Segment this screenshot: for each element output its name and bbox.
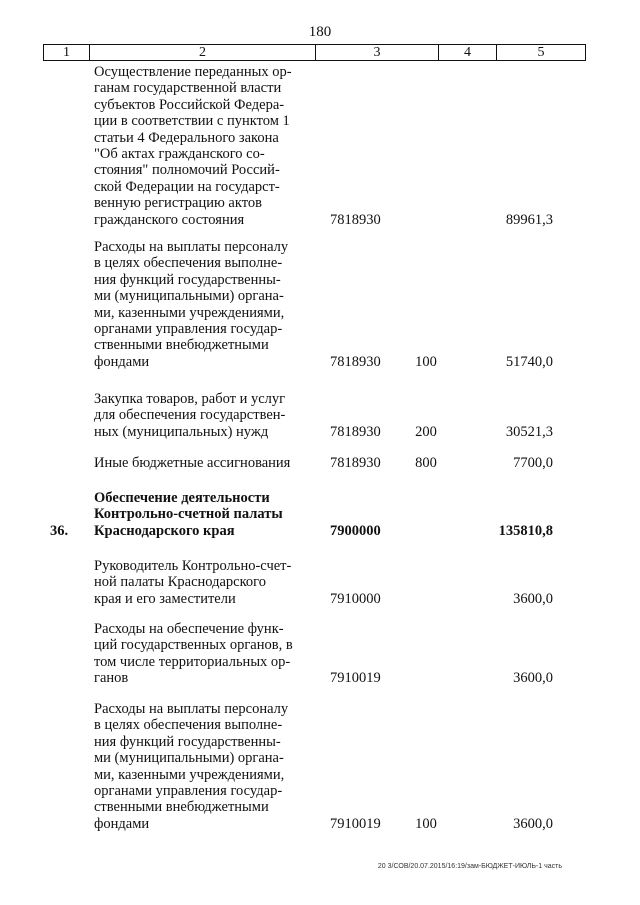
table-header-row: [43, 44, 586, 61]
description-line: Расходы на выплаты персоналу: [94, 239, 289, 255]
row-number: 36.: [50, 522, 69, 539]
description-line: края и его заместители: [94, 590, 236, 607]
description-line: в целях обеспечения выполне-: [94, 255, 283, 272]
page-number: 180: [308, 24, 332, 40]
description-line: ственными внебюджетными: [94, 799, 269, 816]
description-line: ганов: [94, 670, 129, 687]
header-col-2: 2: [89, 45, 315, 60]
description-line: ния функций государственны-: [94, 271, 281, 288]
description-line: ственными внебюджетными: [94, 337, 269, 354]
row-description: [94, 64, 304, 228]
description-line: ния функций государственны-: [94, 733, 281, 750]
table-row: [0, 490, 640, 539]
row-amount: 89961,3: [505, 211, 553, 228]
row-amount: 51740,0: [505, 353, 553, 370]
row-code: 7818930: [330, 455, 381, 471]
description-line: органами управления государ-: [94, 783, 283, 800]
table-row: [0, 455, 640, 471]
description-line: том числе территориальных ор-: [94, 653, 291, 670]
row-code: 7910000: [330, 590, 381, 607]
description-line: Расходы на выплаты персоналу: [94, 701, 289, 717]
row-amount: 135810,8: [498, 522, 553, 539]
description-line: ций государственных органов, в: [94, 637, 293, 654]
header-col-4: 4: [438, 45, 496, 60]
row-code: 7818930: [330, 353, 381, 370]
description-line: ми, казенными учреждениями,: [94, 304, 285, 321]
table-row: [0, 391, 640, 440]
row-code: 7910019: [330, 815, 381, 832]
row-amount: 7700,0: [513, 455, 553, 471]
row-expense-type: 100: [415, 815, 437, 832]
row-description: [94, 455, 304, 471]
row-code: 7818930: [330, 211, 381, 228]
header-col-1: 1: [63, 45, 70, 60]
row-code: 7900000: [330, 522, 381, 539]
description-line: гражданского состояния: [94, 211, 245, 228]
description-line: Закупка товаров, работ и услуг: [94, 391, 286, 407]
description-line: субъектов Российской Федера-: [94, 96, 285, 113]
description-line: ганам государственной власти: [94, 80, 282, 97]
header-col-3: 3: [315, 45, 438, 60]
row-description: [94, 621, 304, 687]
row-description: [94, 490, 304, 539]
description-line: Иные бюджетные ассигнования: [94, 455, 291, 471]
row-expense-type: 800: [415, 455, 437, 471]
description-line: Краснодарского края: [94, 522, 235, 539]
row-expense-type: 200: [415, 423, 437, 440]
row-amount: 3600,0: [513, 670, 553, 687]
row-description: [94, 558, 304, 607]
description-line: ной палаты Краснодарского: [94, 574, 266, 591]
row-amount: 3600,0: [513, 590, 553, 607]
header-col-5: 5: [496, 45, 585, 60]
description-line: стояния" полномочий Россий-: [94, 162, 280, 179]
description-line: статьи 4 Федерального закона: [94, 129, 279, 146]
description-line: в целях обеспечения выполне-: [94, 717, 283, 734]
description-line: фондами: [94, 815, 150, 832]
table-row: [0, 701, 640, 832]
description-line: Расходы на обеспечение функ-: [94, 621, 284, 637]
row-code: 7818930: [330, 423, 381, 440]
row-description: [94, 701, 304, 832]
table-row: [0, 239, 640, 370]
table-row: [0, 621, 640, 687]
description-line: ми, казенными учреждениями,: [94, 766, 285, 783]
description-line: для обеспечения государствен-: [94, 407, 286, 424]
description-line: ми (муниципальными) органа-: [94, 750, 284, 767]
row-description: [94, 239, 304, 370]
description-line: Осуществление переданных ор-: [94, 64, 292, 80]
table-row: [0, 64, 640, 228]
table-row: [0, 558, 640, 607]
row-description: [94, 391, 304, 440]
description-line: "Об актах гражданского со-: [94, 146, 265, 163]
row-amount: 30521,3: [505, 423, 553, 440]
description-line: ской Федерации на государст-: [94, 178, 280, 195]
row-code: 7910019: [330, 670, 381, 687]
description-line: Контрольно-счетной палаты: [94, 506, 283, 523]
description-line: органами управления государ-: [94, 321, 283, 338]
description-line: Руководитель Контрольно-счет-: [94, 558, 292, 574]
row-expense-type: 100: [415, 353, 437, 370]
description-line: Обеспечение деятельности: [94, 490, 270, 506]
row-amount: 3600,0: [513, 815, 553, 832]
description-line: ции в соответствии с пунктом 1: [94, 113, 290, 130]
description-line: венную регистрацию актов: [94, 195, 262, 212]
footer-note: 20 3/СОВ/20.07.2015/16:19/зам-БЮДЖЕТ-ИЮЛЬ-1 часть: [377, 863, 562, 870]
description-line: ми (муниципальными) органа-: [94, 288, 284, 305]
description-line: фондами: [94, 353, 150, 370]
description-line: ных (муниципальных) нужд: [94, 423, 269, 440]
